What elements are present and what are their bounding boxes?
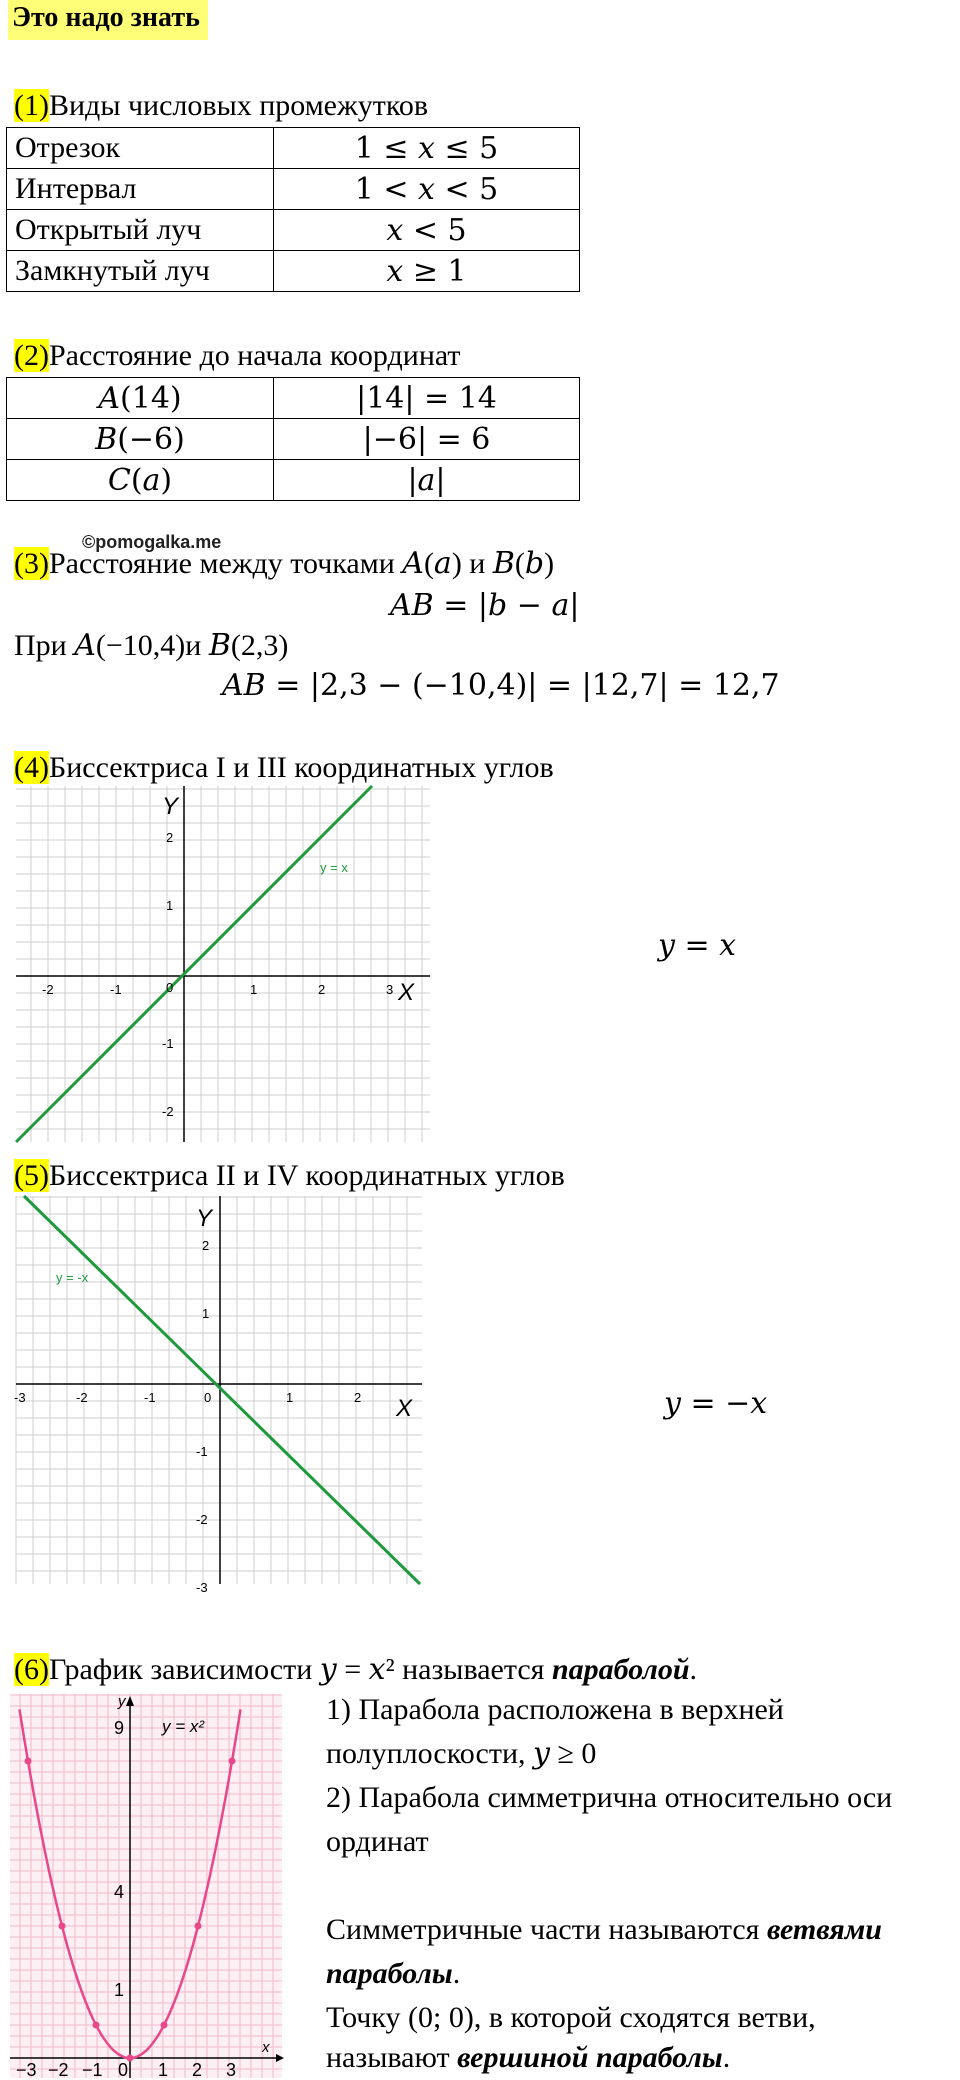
property-1-line-2: полуплоскости, 𝑦 ≥ 0 (326, 1737, 597, 1770)
tick-label: 9 (114, 1718, 125, 1738)
distance-cell: |−6| = 6 (274, 419, 580, 460)
tick-label: 0 (204, 1390, 212, 1405)
tick-label: -1 (110, 982, 122, 997)
vertex-term: вершиной параболы (457, 2041, 723, 2074)
section-2-number: (2) (14, 339, 49, 372)
tick-label: 2 (318, 982, 326, 997)
tick-label: −3 (16, 2060, 37, 2080)
intervals-table (6, 127, 580, 292)
table-row (7, 128, 580, 169)
parabola-point (93, 2022, 100, 2029)
graph-y-equals-x (16, 786, 430, 1142)
curve-label: y = x² (162, 1717, 205, 1736)
parabola-term: параболы (326, 1957, 453, 1990)
parabola-point (59, 1923, 66, 1930)
section-5-title: Биссектриса II и IV координатных углов (48, 1159, 565, 1192)
tick-label: 1 (286, 1390, 294, 1405)
graph-parabola (10, 1694, 282, 2078)
section-4-number: (4) (14, 751, 49, 784)
interval-expr: 𝑥 < 5 (274, 210, 580, 251)
vertex-line-2: называют вершиной параболы. (326, 2041, 731, 2074)
x-axis-label: x (262, 2039, 270, 2056)
section-6-number: (6) (14, 1653, 49, 1686)
graph-y-equals-minus-x (14, 1196, 422, 1595)
tick-label: 2 (192, 2060, 203, 2080)
interval-expr: 𝑥 ≥ 1 (274, 251, 580, 292)
graph-background (10, 1694, 282, 2078)
tick-label: -3 (196, 1580, 208, 1595)
parabola-point (25, 1758, 32, 1765)
section-3-heading (14, 546, 554, 582)
distance-table (6, 377, 580, 501)
point-cell: 𝐶(𝑎) (7, 460, 274, 501)
distance-cell: |14| = 14 (274, 378, 580, 419)
tick-label: -2 (76, 1390, 88, 1405)
section-6-title-end: . (689, 1653, 698, 1686)
tick-label: -3 (14, 1390, 26, 1405)
property-1-line-1: 1) Парабола расположена в верхней (326, 1693, 784, 1726)
tick-label: -1 (144, 1390, 156, 1405)
tick-label: 2 (166, 830, 174, 845)
tick-label: 4 (114, 1882, 125, 1902)
section-1-heading (14, 88, 428, 124)
tick-label: 3 (226, 2060, 237, 2080)
property-2-line-1: 2) Парабола симметрична относительно оси (326, 1781, 893, 1814)
y-axis-label: Y (196, 1205, 213, 1232)
y-axis-label: y (118, 1693, 126, 1710)
table-row (7, 210, 580, 251)
section-5-number: (5) (14, 1159, 49, 1192)
tick-label: -2 (42, 982, 54, 997)
table-row (7, 460, 580, 501)
tick-label: -1 (196, 1444, 208, 1459)
interval-expr: 1 ≤ 𝑥 ≤ 5 (274, 128, 580, 169)
branches-line-2: параболы. (326, 1957, 461, 1990)
table-row (7, 251, 580, 292)
line-label: y = x (320, 860, 348, 875)
table-row (7, 169, 580, 210)
table-row (7, 378, 580, 419)
property-2-line-2: ординат (326, 1825, 429, 1858)
line-label: y = -x (56, 1270, 89, 1285)
tick-label: 1 (250, 982, 258, 997)
distance-formula: 𝐴𝐵 = |𝑏 − 𝑎| (390, 588, 580, 623)
interval-expr: 1 < 𝑥 < 5 (274, 169, 580, 210)
section-3-title: Расстояние между точками 𝐴(𝑎) и 𝐵(𝑏) (48, 547, 555, 580)
tick-label: 1 (202, 1306, 210, 1321)
tick-label: -2 (162, 1104, 174, 1119)
interval-name: Интервал (7, 169, 274, 210)
parabola-point (195, 1923, 202, 1930)
tick-label: 0 (118, 2060, 129, 2080)
watermark: ©pomogalka.me (82, 532, 222, 552)
tick-label: 2 (354, 1390, 362, 1405)
interval-name: Отрезок (7, 128, 274, 169)
section-1-title: Виды числовых промежутков (48, 89, 429, 122)
example-points: При 𝐴(−10,4)и 𝐵(2,3) (14, 629, 289, 662)
tick-label: 0 (166, 980, 174, 995)
section-4-title: Биссектриса I и III координатных углов (48, 751, 554, 784)
y-axis-label: Y (162, 793, 179, 820)
parabola-point (229, 1758, 236, 1765)
section-5-heading (14, 1158, 565, 1194)
tick-label: -1 (162, 1036, 174, 1051)
vertex-line-1: Точку (0; 0), в которой сходятся ветви, (326, 2001, 816, 2034)
section-6-title-emphasis: параболой (551, 1653, 690, 1686)
interval-name: Открытый луч (7, 210, 274, 251)
distance-cell: |𝑎| (274, 460, 580, 501)
tick-label: −1 (82, 2060, 103, 2080)
x-axis-label: X (398, 979, 415, 1006)
branches-line-1: Симметричные части называются ветвями (326, 1913, 882, 1946)
tick-label: -2 (196, 1512, 208, 1527)
example-calculation: 𝐴𝐵 = |2,3 − (−10,4)| = |12,7| = 12,7 (222, 668, 780, 703)
branches-term: ветвями (766, 1913, 882, 1946)
point-cell: 𝐴(14) (7, 378, 274, 419)
formula-y-equals-x: 𝑦 = 𝑥 (658, 928, 737, 963)
point-cell: 𝐵(−6) (7, 419, 274, 460)
section-2-title: Расстояние до начала координат (48, 339, 461, 372)
tick-label: 3 (386, 982, 394, 997)
section-6-heading (14, 1652, 697, 1688)
tick-label: 1 (166, 898, 174, 913)
section-6-title-text: График зависимости 𝑦 = 𝑥² называется (48, 1653, 552, 1686)
tick-label: 2 (202, 1238, 210, 1253)
tick-label: 1 (114, 1980, 125, 2000)
interval-name: Замкнутый луч (7, 251, 274, 292)
tick-label: 1 (158, 2060, 169, 2080)
page-title: Это надо знать (8, 0, 208, 40)
table-row (7, 419, 580, 460)
x-axis-label: X (396, 1395, 413, 1422)
parabola-point (161, 2022, 168, 2029)
section-4-heading (14, 750, 554, 786)
section-2-heading (14, 338, 461, 374)
formula-y-equals-minus-x: 𝑦 = −𝑥 (664, 1386, 768, 1421)
line-y-equals-x (16, 786, 372, 1142)
tick-label: −2 (48, 2060, 69, 2080)
section-3-number: (3) (14, 547, 49, 580)
section-1-number: (1) (14, 89, 49, 122)
